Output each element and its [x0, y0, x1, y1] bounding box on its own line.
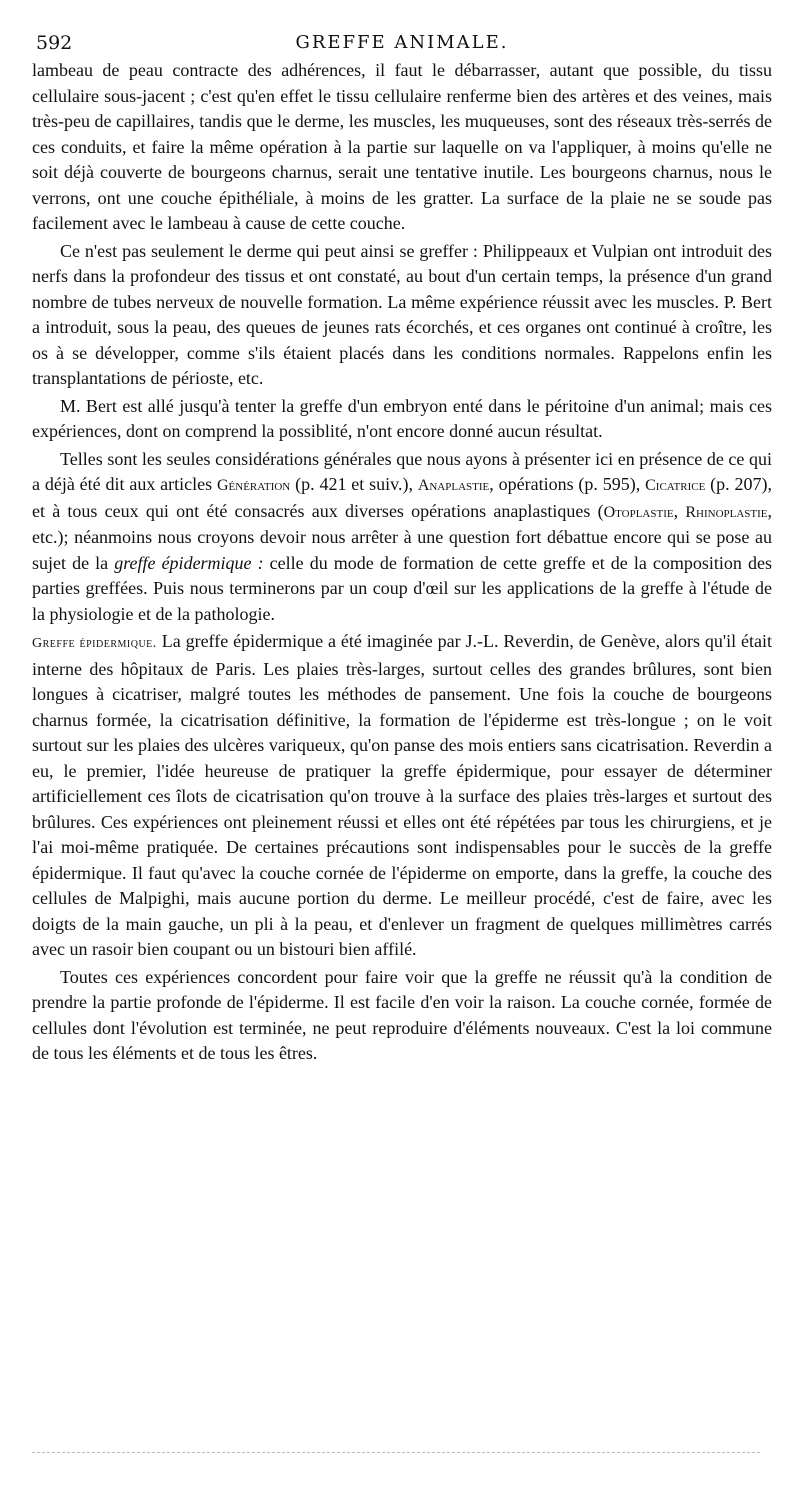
text-run: (p. 421 et suiv.), [290, 474, 418, 494]
page-number: 592 [36, 32, 73, 54]
text-run: (p. 207), et à tous ceux qui ont été consacrés aux diverses opérations anaplastiques ( [32, 474, 772, 521]
paragraph-6: Toutes ces expériences concordent pour faire voir que la greffe ne réussit qu'à la condition de prendre la partie profonde de l'épiderme. Il est facile d'en voir la raison. La couche cornée, formée de cellules dont l'évolution est terminée, ne peut reproduire d'éléments nouveaux. C'est la loi commune de tous les éléments et de tous les êtres. [32, 966, 772, 1063]
text-run: , [673, 500, 686, 521]
cross-reference-anaplastie: Anaplastie [417, 477, 490, 494]
cross-reference-generation: Génération [216, 477, 291, 494]
text-run: , opérations (p. 595), [489, 474, 646, 494]
book-page [32, 30, 772, 1069]
paragraph-3: M. Bert est allé jusqu'à tenter la greffe d'un embryon enté dans le péritoine d'un animal; mais ces expériences, dont on comprend la possiblité, n'ont encore donné aucun résultat. [32, 395, 772, 441]
section-heading: Greffe épidermique. [32, 636, 157, 651]
cross-reference-cicatrice: Cicatrice [645, 477, 706, 494]
text-run: Telles sont les seules considérations générales que nous ayons à présenter ici en présence de ce qui a déjà été dit aux articles [32, 448, 772, 494]
footer-divider [32, 1452, 760, 1453]
text-run: , etc.); néanmoins nous croyons devoir nous arrêter à une question fort débattue encore qui se pose au sujet de la [32, 500, 773, 573]
paragraph-2: Ce n'est pas seulement le derme qui peut ainsi se greffer : Philippeaux et Vulpian ont introduit des nerfs dans la profondeur des tissus et ont constaté, au bout d'un certain temps, la présence d'un grand nombre de tubes nerveux de nouvelle formation. La même expérience réussit avec les muscles. P. Bert a introduit, sous la peau, des queues de jeunes rats écorchés, et ces organes ont continué à croître, les os à se développer, comme s'ils étaient placés dans les conditions normales. Rappelons enfin les transplantations de périoste, etc. [32, 240, 772, 388]
paragraph-1: lambeau de peau contracte des adhérences, il faut le débarrasser, autant que possible, du tissu cellulaire sous-jacent ; c'est qu'en effet le tissu cellulaire renferme bien des artères et des veines, mais très-peu de capillaires, tandis que le derme, les muscles, les muqueuses, sont des réseaux très-serrés de ces conduits, et faire la même opération à la partie sur laquelle on va l'appliquer, à moins qu'elle ne soit déjà couverte de bourgeons charnus, serait une tentative inutile. Les bourgeons charnus, nous le verrons, ont une couche épithéliale, à moins de les gratter. La surface de la plaie ne se soude pas facilement avec le lambeau à cause de cette couche. [32, 60, 772, 233]
cross-reference-rhinoplastie: Rhinoplastie [685, 503, 768, 521]
running-title: GREFFE ANIMALE. [295, 32, 509, 53]
paragraph-4 [32, 447, 772, 628]
cross-reference-otoplastie: Otoplastie [603, 503, 674, 521]
emphasis-greffe-epidermique: greffe épidermique : [114, 552, 264, 573]
body-text [32, 58, 772, 1067]
text-run: La greffe épidermique a été imaginée par J.-L. Reverdin, de Genève, alors qu'il était interne des hôpitaux de Paris. Les plaies très-larges, surtout celles des grandes brûlures, sont bien longues à cicatriser, malgré toutes les méthodes de pansement. Une fois la couche de bourgeons charnus formée, la cicatrisation définitive, la formation de l'épiderme est très-longue ; on le voit surtout sur les plaies des ulcères variqueux, qu'on panse des mois entiers sans cicatrisation. Reverdin a eu, le premier, l'idée heureuse de pratiquer la greffe épidermique, pour essayer de déterminer artificiellement ces îlots de cicatrisation qu'on trouve à la surface des plaies très-larges et surtout des brûlures. Ces expériences ont pleinement réussi et elles ont été répétées par tous les chirurgiens, et je l'ai moi-même pratiquée. De certaines précautions sont indispensables pour le succès de la greffe épidermique. Il faut qu'avec la couche cornée de l'épiderme on emporte, dans la greffe, la couche des cellules de Malpighi, mais aucune portion du derme. Le meilleur procédé, c'est de faire, avec les doigts de la main gauche, un pli à la peau, et d'enlever un fragment de quelques millimètres carrés avec un rasoir bien coupant ou un bistouri bien affilé. [32, 631, 772, 959]
paragraph-5 [32, 629, 772, 963]
text-run: celle du mode de formation de cette greffe et de la composition des parties greffées. Puis nous terminerons par un coup d'œil sur les applications de la greffe à l'étude de la physiologie et de la pathologie. [32, 552, 772, 624]
page-header [32, 30, 772, 58]
